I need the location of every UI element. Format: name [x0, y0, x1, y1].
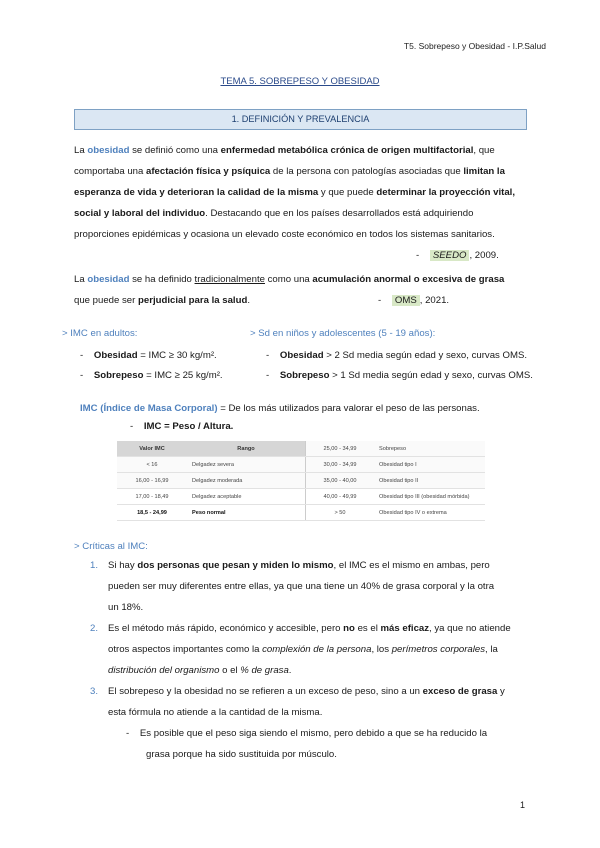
table-row	[306, 489, 486, 505]
table-cell: 16,00 - 16,99	[117, 473, 187, 489]
table-cell: Obesidad tipo III (obesidad mórbida)	[374, 489, 485, 505]
table-header-row	[117, 441, 305, 457]
table-cell: < 16	[117, 457, 187, 473]
table-cell: Obesidad tipo I	[374, 457, 485, 473]
p1-line-1: La obesidad se definió como una enfermedad metabólica crónica de origen multifactorial, que	[74, 145, 495, 156]
running-header: T5. Sobrepeso y Obesidad - I.P.Salud	[403, 41, 546, 51]
critica-1-line-3: un 18%.	[108, 602, 144, 613]
table-cell: 25,00 - 34,99	[306, 441, 375, 457]
table-row	[306, 457, 486, 473]
p1-citation: - SEEDO , 2009.	[416, 250, 499, 261]
p2-citation: - OMS , 2021.	[378, 295, 450, 306]
critica-2-line-2: otros aspectos importantes como la complexión de la persona, los perímetros corporales, la	[108, 644, 498, 655]
table-header-cell: Rango	[187, 441, 305, 457]
table-cell: Obesidad tipo II	[374, 473, 485, 489]
p1-line-4: social y laboral del individuo. Destacando que en los países desarrollados está adquiriendo	[74, 208, 474, 219]
table-row	[117, 473, 305, 489]
critica-3-line-1: 3. El sobrepeso y la obesidad no se refieren a un exceso de peso, sino a un exceso de grasa y	[90, 686, 505, 697]
imc-table-left	[117, 441, 305, 521]
imc-definition: IMC (Índice de Masa Corporal) = De los más utilizados para valorar el peso de las personas.	[80, 403, 480, 414]
imc-table	[117, 441, 485, 516]
imc-formula: - IMC = Peso / Altura.	[130, 421, 234, 432]
table-row	[117, 489, 305, 505]
table-cell: Delgadez moderada	[187, 473, 305, 489]
table-header-cell: Valor IMC	[117, 441, 187, 457]
critica-3-sub-line-2: grasa porque ha sido sustituida por músculo.	[146, 749, 337, 760]
table-cell: Peso normal	[187, 505, 305, 521]
p2-line-2: que puede ser perjudicial para la salud.	[74, 295, 250, 306]
critica-3-sub-line-1: - Es posible que el peso siga siendo el mismo, pero debido a que se ha reducido la	[126, 728, 488, 739]
critica-1-line-1: 1. Si hay dos personas que pesan y miden lo mismo, el IMC es el mismo en ambas, pero	[90, 560, 490, 571]
children-heading: > Sd en niños y adolescentes (5 - 19 años):	[250, 328, 436, 339]
children-item-obesidad: - Obesidad > 2 Sd media según edad y sexo, curvas OMS.	[266, 350, 528, 361]
critica-2-line-1: 2. Es el método más rápido, económico y accesible, pero no es el más eficaz, ya que no atiende	[90, 623, 511, 634]
table-row	[117, 457, 305, 473]
adults-item-obesidad: - Obesidad = IMC ≥ 30 kg/m².	[80, 350, 217, 361]
p1-line-5: proporciones epidémicas y ocasiona un elevado coste económico en todos los sistemas sanitarios.	[74, 229, 495, 240]
table-cell: 17,00 - 18,49	[117, 489, 187, 505]
criticas-heading: > Críticas al IMC:	[74, 541, 148, 552]
page-number: 1	[519, 800, 525, 810]
table-cell: 30,00 - 34,99	[306, 457, 375, 473]
adults-item-sobrepeso: - Sobrepeso = IMC ≥ 25 kg/m².	[80, 370, 223, 381]
p1-line-2: comportaba una afectación física y psíquica de la persona con patologías asociadas que limitan la	[74, 166, 505, 177]
table-cell: 40,00 - 49,99	[306, 489, 375, 505]
table-cell: 18,5 - 24,99	[117, 505, 187, 521]
p1-line-3: esperanza de vida y deterioran la calidad de la misma y que puede determinar la proyección vital,	[74, 187, 516, 198]
imc-table-right	[305, 441, 485, 521]
table-row	[306, 473, 486, 489]
table-cell: Sobrepeso	[374, 441, 485, 457]
p2-line-1: La obesidad se ha definido tradicionalmente como una acumulación anormal o excesiva de grasa	[74, 274, 505, 285]
section-heading: 1. DEFINICIÓN Y PREVALENCIA	[74, 109, 527, 130]
document-title: TEMA 5. SOBREPESO Y OBESIDAD	[220, 76, 380, 87]
table-cell: Delgadez severa	[187, 457, 305, 473]
critica-1-line-2: pueden ser muy diferentes entre ellas, ya que una tiene un 40% de grasa corporal y la otra	[108, 581, 495, 592]
table-cell: Delgadez aceptable	[187, 489, 305, 505]
children-item-sobrepeso: - Sobrepeso > 1 Sd media según edad y sexo, curvas OMS.	[266, 370, 533, 381]
table-row	[117, 505, 305, 521]
table-cell: Obesidad tipo IV o extrema	[374, 505, 485, 521]
table-cell: > 50	[306, 505, 375, 521]
critica-2-line-3: distribución del organismo o el % de grasa.	[108, 665, 292, 676]
critica-3-line-2: esta fórmula no atiende a la cantidad de la misma.	[108, 707, 323, 718]
table-row	[306, 505, 486, 521]
table-cell: 35,00 - 40,00	[306, 473, 375, 489]
adults-heading: > IMC en adultos:	[62, 328, 138, 339]
table-row	[306, 441, 486, 457]
